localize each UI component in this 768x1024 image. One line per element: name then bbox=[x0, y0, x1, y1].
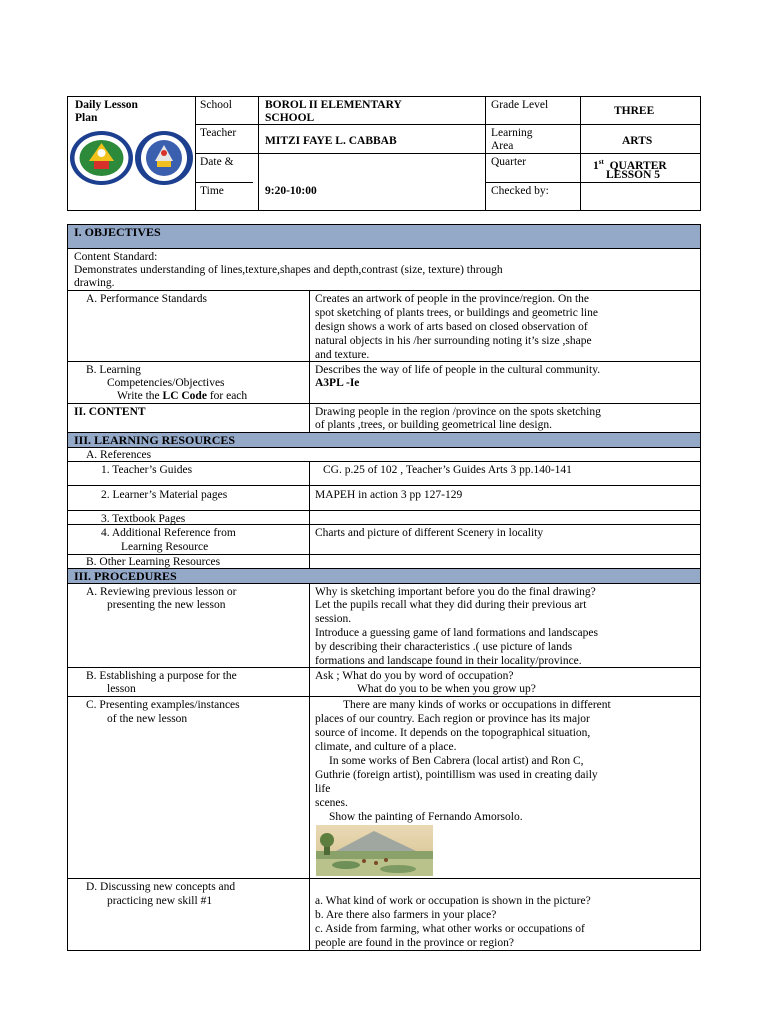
lc-label-3: Write the LC Code for each bbox=[117, 390, 248, 402]
teacher-label: Teacher bbox=[200, 127, 237, 139]
proc-c-line: climate, and culture of a place. bbox=[315, 741, 457, 753]
lc-label-2: Competencies/Objectives bbox=[107, 377, 225, 389]
content-heading: II. CONTENT bbox=[74, 406, 146, 418]
date-label: Date & bbox=[200, 156, 234, 168]
proc-c-line: Show the painting of Fernando Amorsolo. bbox=[329, 811, 523, 823]
perf-line: and texture. bbox=[315, 349, 370, 361]
dlp-label-2: Plan bbox=[75, 112, 98, 124]
content-standard-text: Demonstrates understanding of lines,texture,shapes and depth,contrast (size, texture) through bbox=[74, 264, 503, 276]
proc-a-line: Let the pupils recall what they did during their previous art bbox=[315, 599, 587, 611]
proc-d-line: c. Aside from farming, what other works or occupations of bbox=[315, 923, 585, 935]
lc-value: Describes the way of life of people in the cultural community. bbox=[315, 364, 601, 376]
content-standard-text-2: drawing. bbox=[74, 277, 115, 289]
lc-label: B. Learning bbox=[86, 364, 141, 376]
ar-value: Charts and picture of different Scenery in locality bbox=[315, 527, 544, 539]
area-value: ARTS bbox=[622, 135, 653, 147]
grade-value: THREE bbox=[614, 105, 655, 117]
content-standard-label: Content Standard: bbox=[74, 251, 158, 263]
proc-a-label: A. Reviewing previous lesson or bbox=[86, 586, 237, 598]
lc-code: A3PL -Ie bbox=[315, 377, 360, 389]
proc-c-line: scenes. bbox=[315, 797, 348, 809]
quarter-label: Quarter bbox=[491, 156, 527, 168]
proc-a-line: formations and landscape found in their locality/province. bbox=[315, 655, 582, 667]
lm-label: 2. Learner’s Material pages bbox=[101, 489, 228, 501]
ar-label: 4. Additional Reference from bbox=[101, 527, 236, 539]
proc-c-label: C. Presenting examples/instances bbox=[86, 699, 240, 711]
perf-line: spot sketching of plants trees, or buildings and geometric line bbox=[315, 307, 598, 319]
proc-b-label: B. Establishing a purpose for the bbox=[86, 670, 237, 682]
perf-line: natural objects in his /her surrounding noting it’s size ,shape bbox=[315, 335, 592, 347]
content-line: of plants ,trees, or building geometrical line design. bbox=[315, 419, 552, 431]
proc-b-line-2: What do you to be when you grow up? bbox=[357, 683, 536, 695]
perf-standards-label: A. Performance Standards bbox=[86, 293, 208, 305]
proc-d-line: b. Are there also farmers in your place? bbox=[315, 909, 497, 921]
proc-c-line: In some works of Ben Cabrera (local artist) and Ron C, bbox=[329, 755, 584, 767]
proc-c-label-2: of the new lesson bbox=[107, 713, 188, 725]
perf-line: design shows a work of arts based on closed observation of bbox=[315, 321, 588, 333]
time-value: 9:20-10:00 bbox=[265, 185, 317, 197]
lesson-value: LESSON 5 bbox=[606, 169, 661, 181]
proc-a-line: by describing their characteristics .( use picture of lands bbox=[315, 641, 573, 653]
school-value: BOROL II ELEMENTARY bbox=[265, 99, 402, 111]
resources-heading: III. LEARNING RESOURCES bbox=[74, 433, 236, 447]
checked-label: Checked by: bbox=[491, 185, 549, 197]
area-label: Learning bbox=[491, 127, 533, 139]
proc-d-label: D. Discussing new concepts and bbox=[86, 881, 236, 893]
ar-label-2: Learning Resource bbox=[121, 541, 209, 553]
proc-c-line: life bbox=[315, 783, 331, 795]
grade-label: Grade Level bbox=[491, 99, 549, 111]
school-label: School bbox=[200, 99, 232, 111]
teacher-value: MITZI FAYE L. CABBAB bbox=[265, 135, 397, 147]
proc-a-line: Why is sketching important before you do the final drawing? bbox=[315, 586, 596, 598]
procedures-heading: III. PROCEDURES bbox=[74, 569, 177, 583]
proc-a-line: Introduce a guessing game of land formations and landscapes bbox=[315, 627, 598, 639]
area-label-2: Area bbox=[491, 140, 514, 152]
content-line: Drawing people in the region /province on the spots sketching bbox=[315, 406, 601, 418]
proc-d-line: a. What kind of work or occupation is shown in the picture? bbox=[315, 895, 591, 907]
dlp-label: Daily Lesson bbox=[75, 99, 138, 111]
proc-a-line: session. bbox=[315, 613, 352, 625]
amorsolo-painting bbox=[316, 825, 433, 876]
tg-value: CG. p.25 of 102 , Teacher’s Guides Arts 3 pp.140-141 bbox=[323, 464, 572, 476]
proc-b-label-2: lesson bbox=[107, 683, 136, 695]
objectives-band bbox=[68, 225, 700, 248]
other-resources-label: B. Other Learning Resources bbox=[86, 556, 221, 568]
perf-line: Creates an artwork of people in the province/region. On the bbox=[315, 293, 589, 305]
quarter-value: 1st QUARTER bbox=[593, 158, 667, 172]
school-value-2: SCHOOL bbox=[265, 112, 315, 124]
proc-c-line: source of income. It depends on the topographical situation, bbox=[315, 727, 591, 739]
references-label: A. References bbox=[86, 449, 152, 461]
lm-value: MAPEH in action 3 pp 127-129 bbox=[315, 489, 463, 501]
proc-c-line: places of our country. Each region or province has its major bbox=[315, 713, 590, 725]
objectives-heading: I. OBJECTIVES bbox=[74, 225, 161, 239]
proc-b-line: Ask ; What do you by word of occupation? bbox=[315, 670, 514, 682]
proc-c-line: Guthrie (foreign artist), pointillism was used in creating daily bbox=[315, 769, 598, 781]
proc-a-label-2: presenting the new lesson bbox=[107, 599, 226, 611]
tb-label: 3. Textbook Pages bbox=[101, 513, 186, 525]
school-seal-icon bbox=[70, 131, 133, 185]
proc-d-line: people are found in the province or region? bbox=[315, 937, 514, 949]
tg-label: 1. Teacher’s Guides bbox=[101, 464, 193, 476]
deped-seal-icon bbox=[135, 131, 193, 185]
proc-d-label-2: practicing new skill #1 bbox=[107, 895, 213, 907]
proc-c-line: There are many kinds of works or occupations in different bbox=[343, 699, 611, 711]
time-label: Time bbox=[200, 185, 224, 197]
